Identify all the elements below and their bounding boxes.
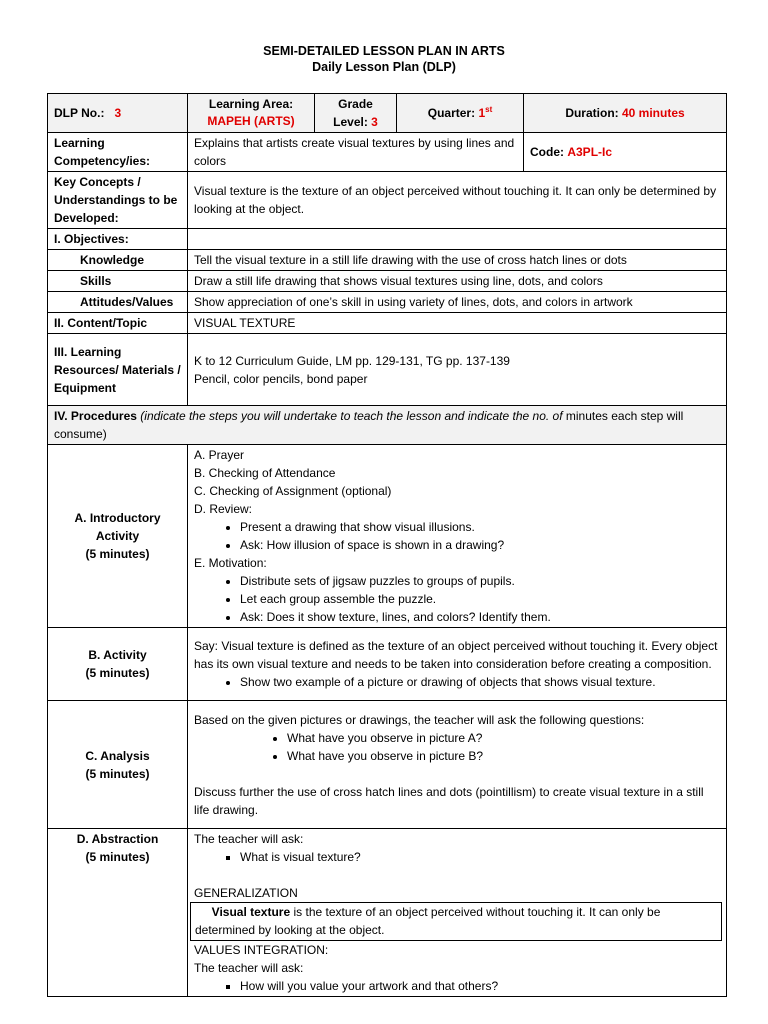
procedures-cell — [48, 406, 727, 445]
analysis-label — [48, 701, 188, 829]
list-item: • What have you observe in picture B? — [287, 747, 720, 765]
abstraction-questions — [194, 848, 720, 866]
knowledge-label: Knowledge — [48, 250, 188, 271]
activity-label-1: B. Activity — [88, 648, 147, 662]
intro-assignment: C. Checking of Assignment (optional) — [194, 484, 392, 498]
objectives-empty — [188, 229, 727, 250]
abstraction-ask: The teacher will ask: — [194, 832, 304, 846]
abstraction-content — [188, 829, 727, 997]
attitudes-text: Show appreciation of one’s skill in using variety of lines, dots, and colors in artwork — [188, 292, 727, 313]
intro-attendance: B. Checking of Attendance — [194, 466, 336, 480]
content-row — [48, 313, 727, 334]
analysis-questions — [194, 729, 720, 765]
resources-line-1: K to 12 Curriculum Guide, LM pp. 129-131, TG pp. 137-139 — [194, 353, 510, 368]
resources-line-2: Pencil, color pencils, bond paper — [194, 371, 368, 386]
learning-area-cell — [188, 94, 315, 133]
abstraction-label — [48, 829, 188, 997]
competency-label: Learning Competency/ies: — [48, 133, 188, 172]
learning-area-label: Learning Area: — [208, 97, 294, 111]
intro-label-3: (5 minutes) — [85, 547, 150, 561]
grade-level-value: 3 — [371, 115, 378, 129]
intro-review: D. Review: — [194, 502, 253, 516]
content-label: II. Content/Topic — [48, 313, 188, 334]
key-concepts-label: Key Concepts / Understandings to be Developed: — [48, 172, 188, 229]
intro-label-1: A. Introductory — [74, 511, 161, 525]
header-row — [48, 94, 727, 133]
procedures-row — [48, 406, 727, 445]
list-item: • Ask: Does it show texture, lines, and colors? Identify them. — [240, 608, 720, 626]
procedures-label: IV. Procedures — [54, 409, 137, 423]
grade-level-cell — [315, 94, 397, 133]
key-concepts-row — [48, 172, 727, 229]
list-item: • Present a drawing that show visual illusions. — [240, 518, 720, 536]
list-item: • Let each group assemble the puzzle. — [240, 590, 720, 608]
document-title: SEMI-DETAILED LESSON PLAN IN ARTS — [263, 44, 505, 58]
abstraction-label-2: (5 minutes) — [85, 850, 150, 864]
activity-content — [188, 628, 727, 701]
list-item: ▪ How will you value your artwork and that others? — [240, 977, 720, 995]
grade-level-label: Grade Level: — [333, 97, 373, 129]
skills-text: Draw a still life drawing that shows visual textures using line, dots, and colors — [188, 271, 727, 292]
duration-label: Duration: — [565, 106, 619, 120]
quarter-value: 1 — [478, 106, 486, 120]
knowledge-text: Tell the visual texture in a still life drawing with the use of cross hatch lines or dots — [188, 250, 727, 271]
quarter-suffix: st — [485, 105, 493, 114]
values-questions — [194, 977, 720, 995]
abstraction-row — [48, 829, 727, 997]
skills-label: Skills — [48, 271, 188, 292]
dlp-value: 3 — [114, 106, 122, 120]
competency-row — [48, 133, 727, 172]
attitudes-row — [48, 292, 727, 313]
motivation-list — [194, 572, 720, 626]
lesson-plan-table — [47, 93, 727, 997]
abstraction-ask-2: The teacher will ask: — [194, 961, 304, 975]
dlp-number-cell — [48, 94, 188, 133]
duration-value: 40 minutes — [621, 106, 685, 120]
activity-label-2: (5 minutes) — [85, 666, 150, 680]
competency-text: Explains that artists create visual textures by using lines and colors — [188, 133, 524, 172]
content-text: VISUAL TEXTURE — [188, 313, 727, 334]
definition-term: Visual texture — [211, 905, 291, 919]
list-item: • What have you observe in picture A? — [287, 729, 720, 747]
intro-row — [48, 445, 727, 628]
analysis-label-2: (5 minutes) — [85, 766, 150, 781]
generalization-box — [190, 902, 722, 941]
document-subtitle: Daily Lesson Plan (DLP) — [312, 60, 456, 74]
list-item: • Distribute sets of jigsaw puzzles to groups of pupils. — [240, 572, 720, 590]
definition-text: is the texture of an object perceived without touching it. It can only be determined by looking at the object. — [195, 905, 661, 937]
activity-text: Say: Visual texture is defined as the texture of an object perceived without touching it. Every object has its own visual texture and needs to be taken into consideration before creating a composition. — [194, 639, 718, 671]
spacer — [194, 765, 720, 783]
dlp-label: DLP No.: — [54, 106, 105, 120]
objectives-row — [48, 229, 727, 250]
procedures-note: (indicate the steps you will undertake to teach the lesson and indicate the no. of — [140, 409, 563, 423]
attitudes-label: Attitudes/Values — [48, 292, 188, 313]
objectives-label: I. Objectives: — [48, 229, 188, 250]
analysis-content — [188, 701, 727, 829]
code-label: Code: — [530, 145, 564, 159]
activity-label — [48, 628, 188, 701]
quarter-label: Quarter: — [427, 106, 476, 120]
intro-motivation: E. Motivation: — [194, 556, 267, 570]
analysis-text: Based on the given pictures or drawings, the teacher will ask the following questions: — [194, 712, 645, 727]
analysis-text-2: Discuss further the use of cross hatch lines and dots (pointillism) to create visual texture in a still life drawing. — [194, 784, 704, 817]
list-item: • Ask: How illusion of space is shown in a drawing? — [240, 536, 720, 554]
quarter-cell — [397, 94, 524, 133]
activity-row — [48, 628, 727, 701]
code-value: A3PL-Ic — [567, 145, 613, 159]
code-cell — [524, 133, 727, 172]
analysis-row — [48, 701, 727, 829]
key-concepts-text: Visual texture is the texture of an object perceived without touching it. It can only be determined by looking at the object. — [188, 172, 727, 229]
learning-area-value: MAPEH (ARTS) — [207, 114, 295, 128]
activity-list — [194, 673, 720, 691]
intro-label — [48, 445, 188, 628]
review-list — [194, 518, 720, 554]
intro-label-2: Activity — [95, 529, 140, 543]
generalization-heading: GENERALIZATION — [194, 886, 298, 900]
intro-prayer: A. Prayer — [194, 448, 245, 462]
resources-label: III. Learning Resources/ Materials / Equipment — [48, 334, 188, 406]
resources-row — [48, 334, 727, 406]
skills-row — [48, 271, 727, 292]
duration-cell — [524, 94, 727, 133]
list-item: ▪ What is visual texture? — [240, 848, 720, 866]
knowledge-row — [48, 250, 727, 271]
list-item: • Show two example of a picture or drawing of objects that shows visual texture. — [240, 673, 720, 691]
resources-cell — [188, 334, 727, 406]
spacer — [194, 866, 720, 884]
procedures-note-tail: minutes each step will consume) — [54, 409, 684, 441]
analysis-label-1: C. Analysis — [85, 748, 150, 763]
intro-content — [188, 445, 727, 628]
abstraction-label-1: D. Abstraction — [76, 832, 159, 846]
values-integration-heading: VALUES INTEGRATION: — [194, 943, 329, 957]
